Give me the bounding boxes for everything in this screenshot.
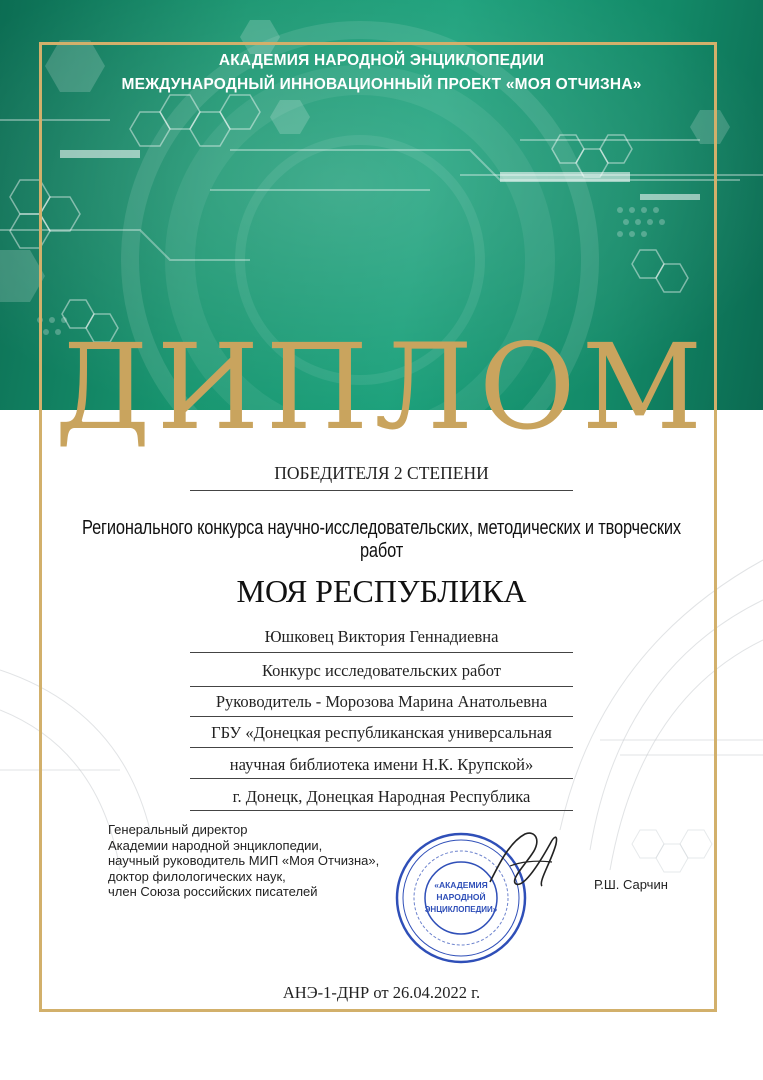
signatory-line: доктор филологических наук, bbox=[108, 868, 286, 884]
svg-text:НАРОДНОЙ: НАРОДНОЙ bbox=[436, 892, 486, 902]
project-name: МЕЖДУНАРОДНЫЙ ИННОВАЦИОННЫЙ ПРОЕКТ «МОЯ ОТЧИЗНА» bbox=[121, 76, 642, 93]
svg-text:«АКАДЕМИЯ: «АКАДЕМИЯ bbox=[434, 880, 488, 890]
contest-title: Регионального конкурса научно-исследовательских, методических и творческих работ bbox=[82, 517, 681, 562]
handwritten-signature bbox=[480, 822, 570, 902]
organization-line2: научная библиотека имени Н.К. Крупской» bbox=[229, 755, 534, 774]
organization-line1: ГБУ «Донецкая республиканская универсальная bbox=[211, 723, 552, 742]
signatory-line: Академии народной энциклопедии, bbox=[108, 837, 323, 853]
signatory-line: научный руководитель МИП «Моя Отчизна», bbox=[108, 853, 380, 868]
divider bbox=[190, 686, 573, 687]
award-degree: ПОБЕДИТЕЛЯ 2 СТЕПЕНИ bbox=[274, 463, 489, 483]
project-title: МОЯ РЕСПУБЛИКА bbox=[236, 573, 527, 609]
location: г. Донецк, Донецкая Народная Республика bbox=[232, 787, 531, 806]
divider bbox=[190, 747, 573, 748]
diploma-title: ДИПЛОМ bbox=[54, 318, 709, 456]
divider bbox=[190, 778, 573, 779]
signatory-line: член Союза российских писателей bbox=[108, 884, 318, 899]
document-number: АНЭ-1-ДНР от 26.04.2022 г. bbox=[282, 983, 481, 1002]
divider bbox=[190, 652, 573, 653]
divider bbox=[190, 810, 573, 811]
signatory-line: Генеральный директор bbox=[108, 822, 248, 837]
divider bbox=[190, 716, 573, 717]
supervisor: Руководитель - Морозова Марина Анатольевна bbox=[215, 692, 548, 711]
svg-text:ЭНЦИКЛОПЕДИИ»: ЭНЦИКЛОПЕДИИ» bbox=[424, 905, 498, 914]
nomination: Конкурс исследовательских работ bbox=[262, 661, 501, 680]
divider bbox=[190, 490, 573, 491]
signatory-name: Р.Ш. Сарчин bbox=[594, 877, 668, 892]
academy-name: АКАДЕМИЯ НАРОДНОЙ ЭНЦИКЛОПЕДИИ bbox=[218, 52, 545, 69]
recipient-name: Юшковец Виктория Геннадиевна bbox=[264, 627, 499, 646]
signatory-block bbox=[108, 822, 379, 900]
